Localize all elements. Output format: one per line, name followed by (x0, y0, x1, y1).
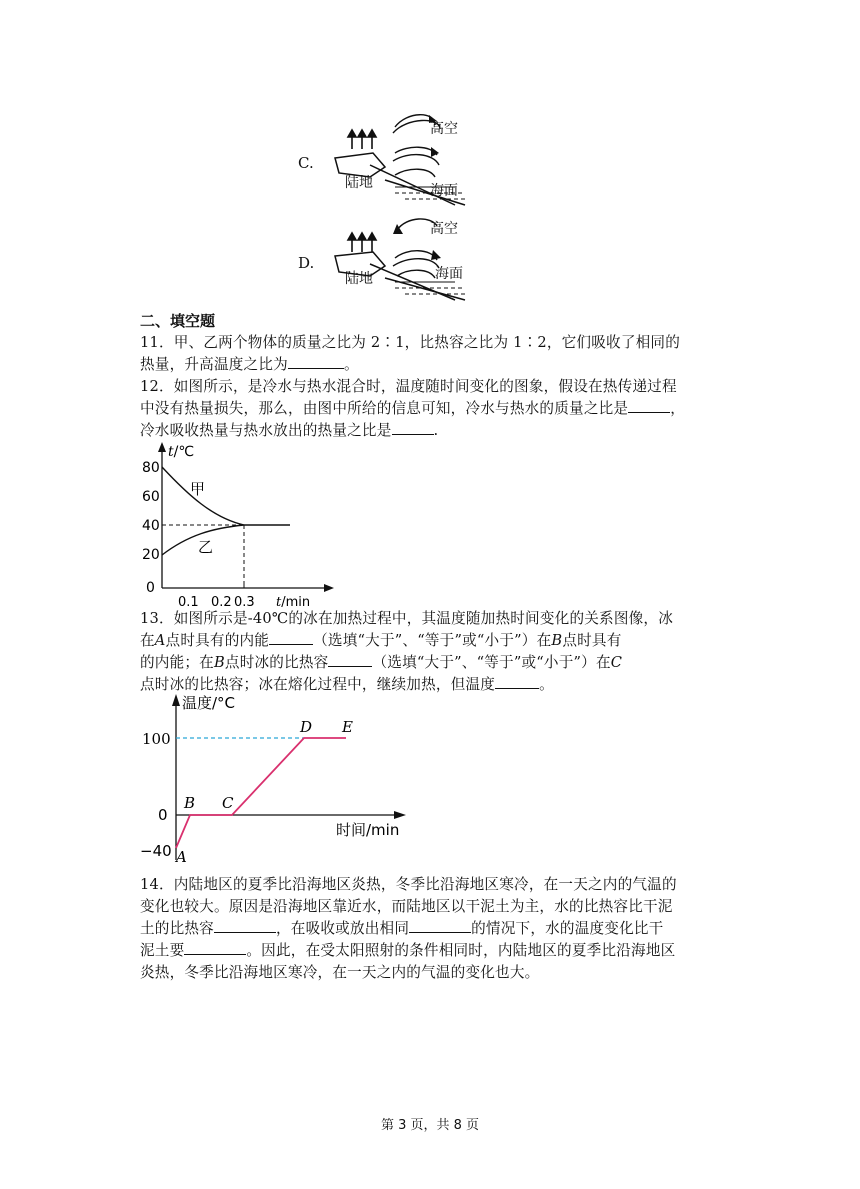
q12-line1: 12．如图所示，是冷水与热水混合时，温度随时间变化的图象，假设在热传递过程 (140, 378, 677, 395)
label-land-d: 陆地 (345, 271, 373, 287)
svg-text:t/℃ (168, 444, 194, 460)
q14-answer-blank-2[interactable] (409, 918, 471, 933)
g13-point-a: A (176, 848, 187, 865)
q14-line4: 泥土要 。因此，在受太阳照射的条件相同时，内陆地区的夏季比沿海地区 (140, 942, 676, 959)
q12-answer-blank-1[interactable] (628, 398, 670, 413)
q13-answer-blank-3[interactable] (495, 674, 539, 689)
label-high-sky-c: 高空 (430, 121, 458, 137)
q14-line1: 14．内陆地区的夏季比沿海地区炎热，冬季比沿海地区寒冷，在一天之内的气温的 (140, 876, 677, 893)
g13-ytick-0: 0 (158, 806, 168, 824)
q14-line2: 变化也较大。原因是沿海地区靠近水，而陆地区以干泥土为主，水的比热容比干泥 (140, 898, 673, 915)
g13-ytick-100: 100 (142, 730, 171, 748)
q13-answer-blank-1[interactable] (269, 630, 313, 645)
graph-12-temperature-mixing (138, 440, 338, 610)
g13-point-c: C (222, 794, 234, 812)
graph-13-ice-heating (140, 690, 420, 865)
g12-xtick-02: 0.2 (211, 595, 232, 610)
question-11 (140, 332, 725, 376)
q14-line3: 土的比热容 ，在吸收或放出相同 的情况下，水的温度变化比干 (140, 920, 664, 937)
g12-ytick-80: 80 (142, 460, 160, 476)
label-land-c: 陆地 (345, 175, 373, 191)
g12-x-unit: /min (281, 595, 311, 610)
q12-line3: 冷水吸收热量与热水放出的热量之比是 . (140, 422, 439, 439)
g13-point-b: B (184, 794, 196, 812)
question-14 (140, 874, 725, 984)
g13-point-e: E (342, 718, 353, 736)
g12-y-unit: /℃ (173, 444, 195, 460)
g12-ytick-40: 40 (142, 518, 160, 534)
option-d-label: D. (298, 254, 315, 272)
g13-curve (176, 738, 346, 848)
question-13 (140, 608, 725, 696)
g13-x-label: 时间/min (336, 821, 400, 839)
g12-ytick-60: 60 (142, 489, 160, 505)
q13-line1: 13．如图所示是-40℃的冰在加热过程中，其温度随加热时间变化的关系图像，冰 (140, 610, 673, 627)
g12-y-unit-t: t (168, 444, 174, 460)
page-footer: 第 3 页，共 8 页 (380, 1118, 480, 1133)
q11-line2: 热量，升高温度之比为 。 (140, 356, 359, 373)
sea-land-breeze-diagram-c (325, 105, 485, 215)
g12-xtick-01: 0.1 (178, 595, 199, 610)
q14-answer-blank-1[interactable] (214, 918, 276, 933)
q12-answer-blank-2[interactable] (392, 420, 434, 435)
q13-line2: 在A点时具有的内能 （选填“大于”、“等于”或“小于”）在B点时具有 (140, 632, 622, 649)
g12-ytick-0: 0 (146, 580, 155, 596)
g12-x-unit-t: t (276, 595, 282, 610)
q14-answer-blank-3[interactable] (184, 940, 246, 955)
option-c-label: C. (298, 154, 314, 172)
q13-line4: 点时冰的比热容；冰在熔化过程中，继续加热，但温度 。 (140, 676, 554, 693)
label-sea-c: 海面 (430, 183, 458, 199)
label-high-sky-d: 高空 (430, 221, 458, 237)
g13-point-d: D (300, 718, 313, 736)
q13-line3: 的内能；在B点时冰的比热容 （选填“大于”、“等于”或“小于”）在C (140, 654, 623, 671)
g13-y-label: 温度/°C (182, 694, 236, 712)
sea-land-breeze-diagram-d (325, 210, 485, 310)
g12-ytick-20: 20 (142, 547, 160, 563)
q11-answer-blank[interactable] (288, 354, 344, 369)
g13-ytick-minus40: −40 (140, 842, 172, 860)
g12-label-hot: 甲 (190, 480, 206, 498)
question-12 (140, 376, 725, 442)
g12-label-cold: 乙 (198, 538, 214, 556)
q12-line2: 中没有热量损失，那么，由图中所给的信息可知，冷水与热水的质量之比是 ， (140, 400, 685, 417)
q11-line1: 11．甲、乙两个物体的质量之比为 2∶1，比热容之比为 1∶2，它们吸收了相同的 (140, 334, 680, 351)
q13-answer-blank-2[interactable] (328, 652, 372, 667)
label-sea-d: 海面 (435, 266, 463, 282)
section-title: 二、填空题 (140, 312, 216, 330)
q14-line5: 炎热，冬季比沿海地区寒冷，在一天之内的气温的变化也大。 (140, 964, 540, 981)
g12-xtick-03: 0.3 (234, 595, 255, 610)
